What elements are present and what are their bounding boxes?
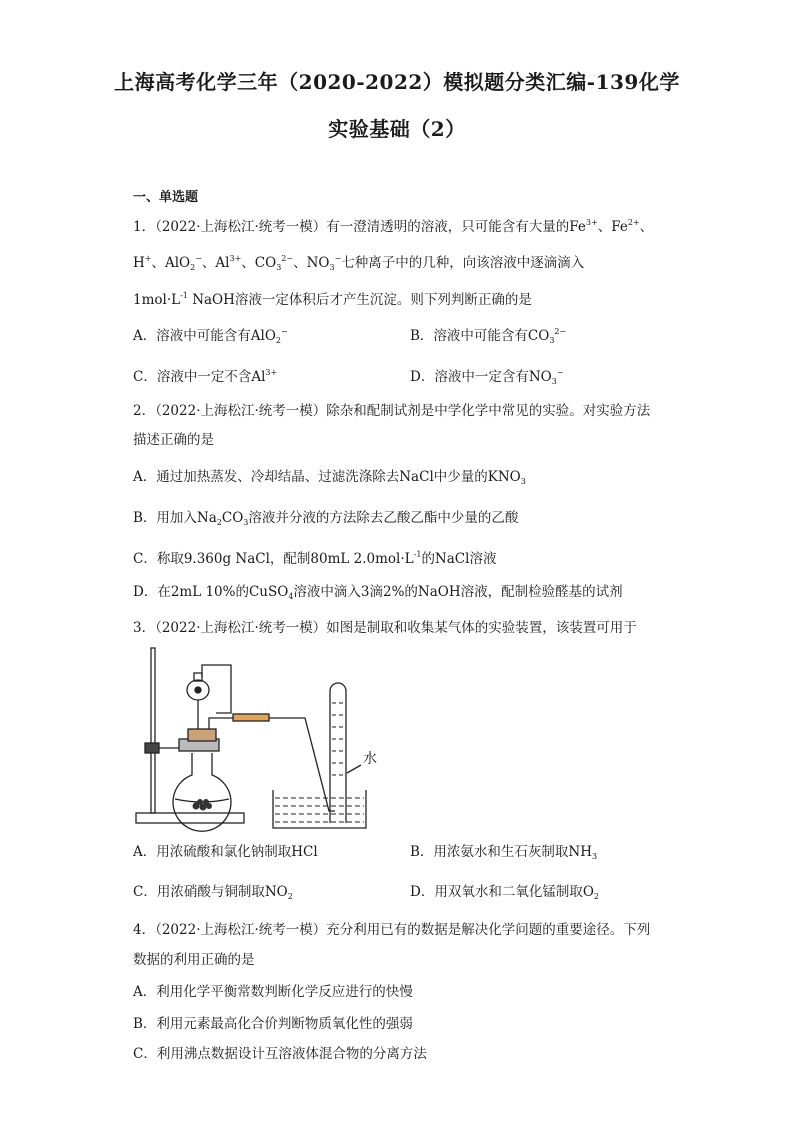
q1-option-a[interactable]: A．溶液中可能含有AlO$_2$−	[133, 327, 288, 345]
q2-option-a[interactable]: A．通过加热蒸发、冷却结晶、过滤洗涤除去NaCl中少量的$KNO_3$	[133, 469, 526, 486]
q1-option-c[interactable]: C．溶液中一定不含$Al^{3+}$	[133, 368, 278, 385]
rubber-connector	[233, 714, 269, 721]
document-title-line2: 实验基础（2）	[328, 117, 466, 141]
section-heading: 一、单选题	[133, 190, 199, 205]
delivery-tube-1	[209, 718, 233, 729]
q4-option-c[interactable]: C．利用沸点数据设计互溶液体混合物的分离方法	[133, 1046, 427, 1062]
water-label: 水	[363, 751, 377, 767]
q2-option-d[interactable]: D．在2mL 10%的CuSO$_4$溶液中滴入3滴2%的NaOH溶液，配制检验醛基的试剂	[133, 584, 623, 601]
q2-option-c[interactable]: C．称取9.360g NaCl，配制80mL $2.0mol\cdot L^{-1}$的NaCl溶液	[133, 550, 497, 567]
q2-line2: 描述正确的是	[133, 432, 214, 448]
q3-option-a[interactable]: A．用浓硫酸和氯化钠制取HCl	[133, 844, 318, 860]
q3-line1: 3．（2022·上海松江·统考一模）如图是制取和收集某气体的实验装置，该装置可用于	[133, 620, 637, 636]
q4-option-b[interactable]: B．利用元素最高化合价判断物质氧化性的强弱	[133, 1016, 413, 1032]
round-flask	[173, 753, 231, 831]
q3-option-d[interactable]: D．用双氧水和二氧化锰制取$O_2$	[410, 884, 599, 901]
q1-line2: H+、AlO$_2$−、$Al^{3+}$、$CO_3^{2-}$、$NO_3^-$七种离子中的几种，向该溶液中逐滴滴入	[133, 254, 585, 272]
stand-rod	[151, 648, 155, 813]
q1-line1: 1．（2022·上海松江·统考一模）有一澄清透明的溶液，只可能含有大量的$Fe^{3+}$、$Fe^{2+}$、	[133, 218, 654, 235]
gas-apparatus-diagram	[133, 643, 383, 833]
q4-line2: 数据的利用正确的是	[133, 952, 255, 968]
pressure-balance-tube	[202, 665, 231, 713]
q2-option-b[interactable]: B．用加入$Na_2CO_3$溶液并分液的方法除去乙酸乙酯中少量的乙酸	[133, 510, 519, 527]
trough-water	[275, 798, 364, 822]
q4-option-a[interactable]: A．利用化学平衡常数判断化学反应进行的快慢	[133, 984, 413, 1000]
q1-line3: $1mol\cdot L^{-1}$ NaOH溶液一定体积后才产生沉淀。则下列判断正确的是	[133, 291, 532, 308]
q1-option-d[interactable]: D．溶液中一定含有$NO_3^-$	[410, 368, 564, 386]
document-title-line1: 上海高考化学三年（2020-2022）模拟题分类汇编-139化学	[114, 70, 680, 94]
collection-tube	[330, 683, 346, 823]
q3-option-b[interactable]: B．用浓氨水和生石灰制取$NH_3$	[410, 844, 598, 861]
solid-reagent	[193, 799, 213, 811]
water-label-leader	[347, 765, 361, 773]
rubber-stopper	[188, 729, 216, 741]
q1-option-b[interactable]: B．溶液中可能含有$CO_3^{2-}$	[410, 327, 567, 345]
tube-water	[332, 703, 344, 775]
delivery-tube-2	[269, 718, 335, 811]
funnel-stopcock	[195, 687, 201, 693]
q2-line1: 2．（2022·上海松江·统考一模）除杂和配制试剂是中学化学中常见的实验。对实验方法	[133, 403, 651, 419]
q4-line1: 4．（2022·上海松江·统考一模）充分利用已有的数据是解决化学问题的重要途径。下列	[133, 922, 651, 938]
q3-option-c[interactable]: C．用浓硝酸与铜制取$NO_2$	[133, 884, 293, 901]
stand-clamp	[145, 743, 159, 753]
